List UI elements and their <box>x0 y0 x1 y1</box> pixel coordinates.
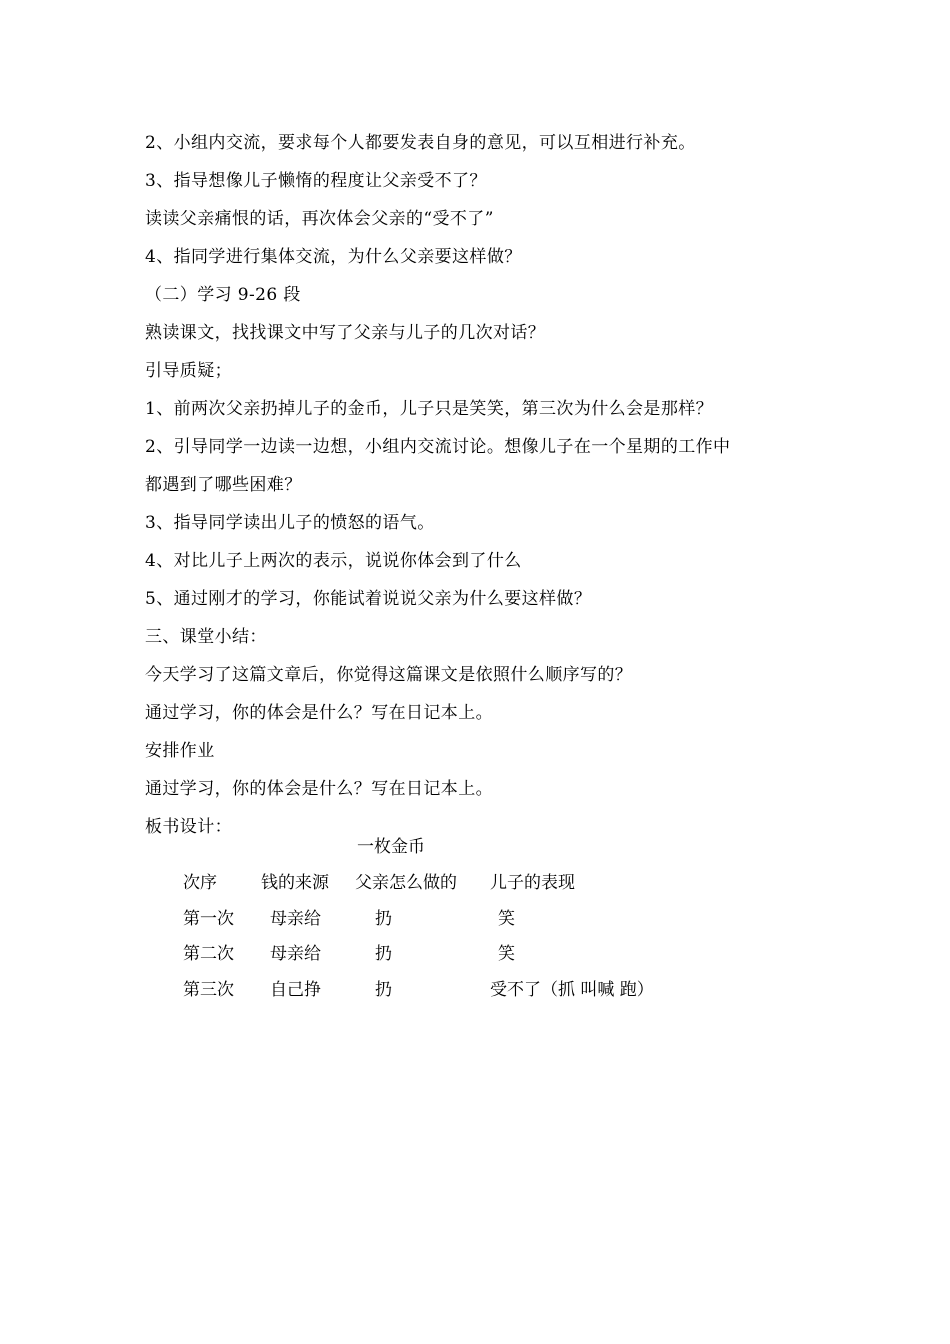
lesson-text <box>145 124 805 846</box>
board-header-cell: 钱的来源 <box>261 873 329 893</box>
board-cell: 自己挣 <box>270 979 321 1000</box>
board-cell: 扔 <box>375 944 392 964</box>
board-cell: 笑 <box>498 944 515 964</box>
board-cell: 笑 <box>498 908 515 929</box>
board-cell: 受不了（抓 叫喊 跑） <box>490 979 654 1000</box>
board-cell: 第二次 <box>183 944 234 964</box>
text-line: 读读父亲痛恨的话，再次体会父亲的“受不了” <box>145 209 494 229</box>
board-cell: 扔 <box>375 908 392 929</box>
board-title: 一枚金币 <box>357 837 425 857</box>
board-header-cell: 儿子的表现 <box>490 873 575 893</box>
board-cell: 母亲给 <box>270 944 321 964</box>
text-line: 熟读课文，找找课文中写了父亲与儿子的几次对话？ <box>145 323 546 343</box>
text-line: 2、小组内交流，要求每个人都要发表自身的意见，可以互相进行补充。 <box>145 133 696 153</box>
board-cell: 母亲给 <box>270 908 321 929</box>
text-line: 3、指导同学读出儿子的愤怒的语气。 <box>145 513 435 533</box>
text-line: 通过学习，你的体会是什么？写在日记本上。 <box>145 779 493 799</box>
board-header-cell: 父亲怎么做的 <box>355 873 457 893</box>
text-line: 2、引导同学一边读一边想，小组内交流讨论。想像儿子在一个星期的工作中 <box>145 437 731 457</box>
text-line: 1、前两次父亲扔掉儿子的金币，儿子只是笑笑，第三次为什么会是那样？ <box>145 399 714 419</box>
text-line: 今天学习了这篇文章后，你觉得这篇课文是依照什么顺序写的？ <box>145 665 633 685</box>
text-line: 4、对比儿子上两次的表示，说说你体会到了什么 <box>145 551 522 571</box>
text-line: 都遇到了哪些困难？ <box>145 475 302 495</box>
text-line: 引导质疑； <box>145 361 232 381</box>
text-line: 5、通过刚才的学习，你能试着说说父亲为什么要这样做？ <box>145 589 592 609</box>
board-cell: 扔 <box>375 979 392 1000</box>
board-header-cell: 次序 <box>183 873 217 893</box>
board-cell: 第三次 <box>183 979 234 1000</box>
section-heading: （二）学习 9-26 段 <box>145 285 301 305</box>
section-heading: 安排作业 <box>145 741 215 761</box>
section-heading: 板书设计： <box>145 817 232 837</box>
text-line: 通过学习，你的体会是什么？写在日记本上。 <box>145 703 493 723</box>
text-line: 3、指导想像儿子懒惰的程度让父亲受不了？ <box>145 171 487 191</box>
board-cell: 第一次 <box>183 908 234 929</box>
section-heading: 三、课堂小结： <box>145 627 267 647</box>
text-line: 4、指同学进行集体交流，为什么父亲要这样做？ <box>145 247 522 267</box>
